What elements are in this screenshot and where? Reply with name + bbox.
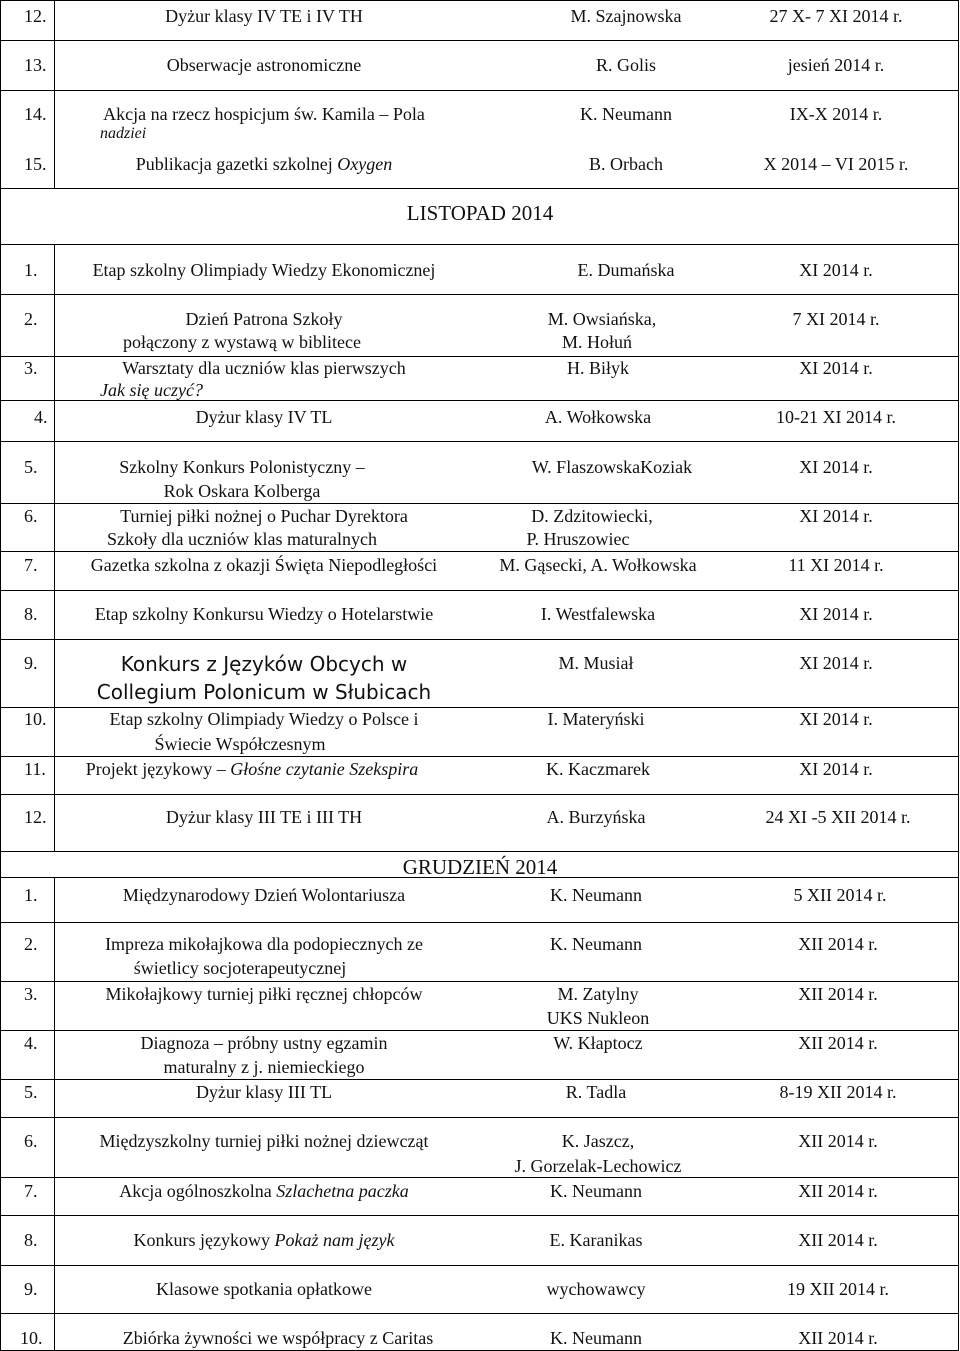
- responsible-person: M. Szajnowska: [570, 6, 682, 26]
- responsible-person: A. Burzyńska: [546, 807, 646, 827]
- event-date: IX-X 2014 r.: [789, 104, 883, 124]
- event-title-continued: Jak się uczyć?: [100, 380, 203, 400]
- responsible-person: K. Neumann: [550, 1328, 642, 1348]
- event-title: Dyżur klasy III TL: [195, 1082, 333, 1102]
- event-title: Etap szkolny Konkursu Wiedzy o Hotelarstwie: [94, 604, 434, 624]
- event-date: XII 2014 r.: [798, 984, 878, 1004]
- row-number: 7.: [24, 1181, 38, 1201]
- month-header: LISTOPAD 2014: [406, 201, 554, 225]
- row-number: 5.: [24, 1082, 38, 1102]
- event-date: XII 2014 r.: [798, 1230, 878, 1250]
- event-date: XI 2014 r.: [799, 653, 873, 673]
- row-border: [0, 40, 958, 41]
- col-divider: [54, 0, 55, 188]
- event-title: Międzyszkolny turniej piłki nożnej dziewcząt: [99, 1131, 429, 1151]
- event-date: XI 2014 r.: [799, 457, 873, 477]
- row-number: 10.: [24, 709, 47, 729]
- event-title: Konkurs językowy Pokaż nam język: [133, 1230, 395, 1250]
- responsible-person: K. Kaczmarek: [546, 759, 650, 779]
- event-title: Turniej piłki nożnej o Puchar Dyrektora: [120, 506, 408, 526]
- row-number: 4.: [34, 407, 48, 427]
- event-date: 19 XII 2014 r.: [787, 1279, 889, 1299]
- event-date: 11 XI 2014 r.: [788, 555, 884, 575]
- responsible-person: W. Kłaptocz: [553, 1033, 643, 1053]
- event-title: Dzień Patrona Szkoły: [185, 309, 343, 329]
- row-border: [0, 1313, 958, 1314]
- responsible-person: R. Golis: [595, 55, 657, 75]
- event-title: Szkolny Konkurs Polonistyczny –: [119, 457, 365, 477]
- border-right: [958, 0, 959, 1351]
- event-title: Dyżur klasy III TE i III TH: [165, 807, 363, 827]
- responsible-person: K. Neumann: [550, 885, 642, 905]
- row-number: 2.: [24, 309, 38, 329]
- row-border: [0, 0, 958, 1]
- row-border: [0, 639, 958, 640]
- responsible-person: K. Neumann: [550, 934, 642, 954]
- event-date: X 2014 – VI 2015 r.: [763, 154, 909, 174]
- event-title: Międzynarodowy Dzień Wolontariusza: [122, 885, 406, 905]
- event-title: Zbiórka żywności we współpracy z Caritas: [122, 1328, 434, 1348]
- event-date: XII 2014 r.: [798, 934, 878, 954]
- event-title: Akcja na rzecz hospicjum św. Kamila – Pola: [103, 104, 425, 124]
- responsible-person: M. Owsiańska,: [547, 309, 657, 329]
- event-title: Projekt językowy – Głośne czytanie Szekspira: [85, 759, 419, 779]
- row-border: [0, 1265, 958, 1266]
- responsible-person: K. Neumann: [580, 104, 672, 124]
- row-number: 4.: [24, 1033, 38, 1053]
- row-border: [0, 90, 958, 91]
- event-title-continued: Collegium Polonicum w Słubicach: [96, 680, 432, 704]
- event-title: Mikołajkowy turniej piłki ręcznej chłopców: [105, 984, 423, 1004]
- event-title-continued: Szkoły dla uczniów klas maturalnych: [107, 529, 377, 549]
- row-number: 8.: [24, 1230, 38, 1250]
- event-title: Gazetka szkolna z okazji Święta Niepodległości: [90, 555, 438, 575]
- event-date: XII 2014 r.: [798, 1328, 878, 1348]
- row-number: 6.: [24, 1131, 38, 1151]
- row-number: 9.: [24, 653, 38, 673]
- event-title: Konkurs z Języków Obcych w: [120, 652, 408, 676]
- event-date: 7 XI 2014 r.: [792, 309, 880, 329]
- event-title: Dyżur klasy IV TL: [195, 407, 333, 427]
- row-border: [0, 1177, 958, 1178]
- responsible-person-2: UKS Nukleon: [546, 1008, 650, 1028]
- col-divider: [54, 244, 55, 851]
- event-title: Etap szkolny Olimpiady Wiedzy Ekonomicznej: [92, 260, 436, 280]
- responsible-person: R. Tadla: [565, 1082, 627, 1102]
- responsible-person-2: P. Hruszowiec: [526, 529, 630, 549]
- event-title: Obserwacje astronomiczne: [166, 55, 362, 75]
- responsible-person: A. Wołkowska: [544, 407, 652, 427]
- row-border: [0, 590, 958, 591]
- event-title-continued: maturalny z j. niemieckiego: [163, 1057, 365, 1077]
- responsible-person: K. Neumann: [550, 1181, 642, 1201]
- event-date: XI 2014 r.: [799, 358, 873, 378]
- row-border: [0, 1117, 958, 1118]
- event-title: Klasowe spotkania opłatkowe: [156, 1279, 372, 1299]
- row-border: [0, 851, 958, 852]
- row-number: 15.: [24, 154, 47, 174]
- event-date: 8-19 XII 2014 r.: [779, 1082, 897, 1102]
- responsible-person-2: J. Gorzelak-Lechowicz: [514, 1156, 682, 1176]
- event-title-continued: świetlicy socjoterapeutycznej: [133, 958, 347, 978]
- responsible-person: K. Jaszcz,: [561, 1131, 635, 1151]
- row-number: 1.: [24, 885, 38, 905]
- row-number: 12.: [24, 807, 47, 827]
- col-divider: [54, 877, 55, 1351]
- row-number: 9.: [24, 1279, 38, 1299]
- row-number: 2.: [24, 934, 38, 954]
- event-date: XI 2014 r.: [799, 260, 873, 280]
- event-title: Diagnoza – próbny ustny egzamin: [140, 1033, 388, 1053]
- row-number: 12.: [24, 6, 47, 26]
- event-date: 24 XI -5 XII 2014 r.: [765, 807, 911, 827]
- row-number: 3.: [24, 358, 38, 378]
- event-title: Dyżur klasy IV TE i IV TH: [165, 6, 363, 26]
- responsible-person: E. Karanikas: [549, 1230, 643, 1250]
- responsible-person: D. Zdzitowiecki,: [531, 506, 653, 526]
- responsible-person: M. Musiał: [558, 653, 634, 673]
- event-date: XII 2014 r.: [798, 1033, 878, 1053]
- responsible-person: I. Westfalewska: [540, 604, 656, 624]
- event-date: XI 2014 r.: [799, 709, 873, 729]
- event-date: XI 2014 r.: [799, 604, 873, 624]
- row-number: 3.: [24, 984, 38, 1004]
- row-number: 6.: [24, 506, 38, 526]
- row-number: 10.: [20, 1328, 43, 1348]
- responsible-person-2: M. Hołuń: [561, 332, 633, 352]
- event-title: Publikacja gazetki szkolnej Oxygen: [135, 154, 393, 174]
- border-left: [0, 0, 1, 1351]
- responsible-person: wychowawcy: [546, 1279, 646, 1299]
- event-title-continued: nadziei: [100, 125, 147, 142]
- event-date: XI 2014 r.: [799, 506, 873, 526]
- event-date: XII 2014 r.: [798, 1181, 878, 1201]
- event-date: jesień 2014 r.: [787, 55, 885, 75]
- event-title: Etap szkolny Olimpiady Wiedzy o Polsce i: [109, 709, 419, 729]
- row-number: 7.: [24, 555, 38, 575]
- event-title-continued: Świecie Współczesnym: [154, 734, 326, 754]
- event-title-continued: Rok Oskara Kolberga: [163, 481, 321, 501]
- row-number: 1.: [24, 260, 38, 280]
- event-date: XI 2014 r.: [799, 759, 873, 779]
- responsible-person: H. Biłyk: [566, 358, 630, 378]
- responsible-person: I. Materyński: [547, 709, 645, 729]
- row-border: [0, 188, 958, 189]
- row-border: [0, 922, 958, 923]
- event-date: XII 2014 r.: [798, 1131, 878, 1151]
- event-date: 10-21 XI 2014 r.: [776, 407, 896, 427]
- responsible-person: M. Zatylny: [557, 984, 639, 1004]
- event-date: 5 XII 2014 r.: [793, 885, 887, 905]
- month-header: GRUDZIEŃ 2014: [402, 855, 558, 879]
- row-number: 14.: [24, 104, 47, 124]
- event-title: Warsztaty dla uczniów klas pierwszych: [122, 358, 406, 378]
- row-number: 13.: [24, 55, 47, 75]
- responsible-person: W. FlaszowskaKoziak: [531, 457, 693, 477]
- row-number: 8.: [24, 604, 38, 624]
- row-number: 5.: [24, 457, 38, 477]
- row-number: 11.: [24, 759, 46, 779]
- row-border: [0, 244, 958, 245]
- row-border: [0, 551, 958, 552]
- row-border: [0, 441, 958, 442]
- row-border: [0, 294, 958, 295]
- responsible-person: B. Orbach: [589, 154, 663, 174]
- row-border: [0, 794, 958, 795]
- responsible-person: E. Dumańska: [577, 260, 675, 280]
- event-title: Akcja ogólnoszkolna Szlachetna paczka: [119, 1181, 409, 1201]
- event-date: 27 X- 7 XI 2014 r.: [769, 6, 903, 26]
- event-title-continued: połączony z wystawą w biblitece: [123, 332, 361, 352]
- event-title: Impreza mikołajkowa dla podopiecznych ze: [105, 934, 423, 954]
- row-border: [0, 1215, 958, 1216]
- responsible-person: M. Gąsecki, A. Wołkowska: [499, 555, 697, 575]
